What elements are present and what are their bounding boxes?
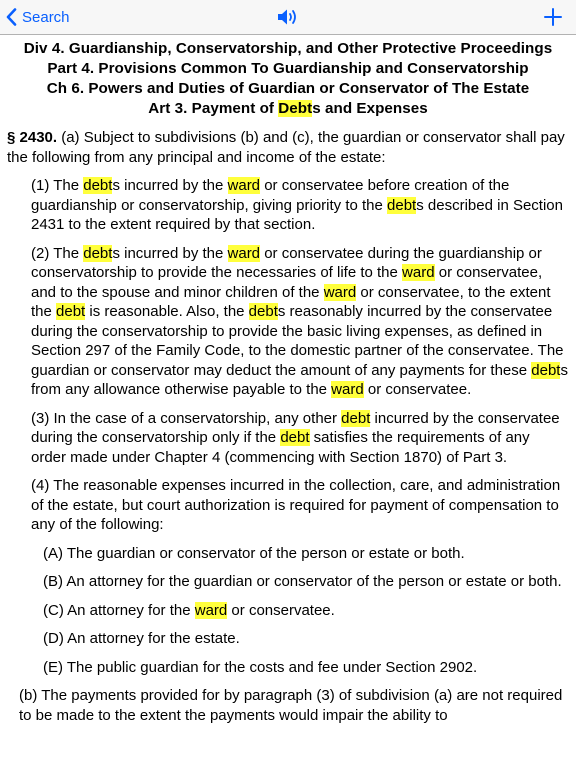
search-highlight: debt [248,303,278,320]
section-number: § 2430. [7,129,58,146]
search-highlight: debt [280,429,310,446]
speaker-icon [276,6,300,28]
add-button[interactable] [542,6,564,28]
search-highlight: ward [194,601,228,619]
chevron-left-icon [6,8,17,26]
plus-icon [542,6,564,28]
subdivision-b: (b) The payments provided for by paragraph (3) of subdivision (a) are not required to be made to the extent the payments would impair the ability to [19,687,563,724]
search-highlight: ward [331,381,364,398]
search-highlight: ward [402,264,435,281]
back-button[interactable] [6,4,70,30]
article-heading: Art 3. Payment of Debts and Expenses [148,100,428,117]
search-highlight: debt [531,361,561,379]
search-highlight: debt [83,244,113,262]
section-intro [7,128,568,167]
paragraph-2: (2) The debts incurred by the ward or conservatee during the guardianship or conservatorship to provide the necessaries of life to the ward or conservatee, and to the spouse and minor children of the ward or conservatee, to the extent the debt is reasonable. Also, the debts reasonably incurred by the conservatee during the conservatorship to provide the basic living expenses, as defined in Section 297 of the Family Code, to the domestic partner of the conservatee. The guardian or conservator may deduct the amount of any payments for these debts from any allowance otherwise payable to the ward or conservatee. [31,244,568,398]
statute-headings [0,35,576,119]
speaker-button[interactable] [276,6,300,28]
back-button-label: Search [22,8,70,26]
search-highlight: Debt [278,100,313,117]
search-highlight: debt [56,303,86,320]
subparagraph-d: (D) An attorney for the estate. [43,630,240,647]
part-heading: Part 4. Provisions Common To Guardianship and Conservatorship [47,60,529,77]
section-intro-text: (a) Subject to subdivisions (b) and (c), the guardian or conservator shall pay the following from any principal and income of the estate: [7,129,565,166]
subparagraph-a: (A) The guardian or conservator of the person or estate or both. [43,544,465,562]
paragraph-4: (4) The reasonable expenses incurred in the collection, care, and administration of the estate, but court authorization is required for payment of compensation to any of the following: [31,477,561,533]
search-highlight: ward [323,283,357,301]
subparagraph-e: (E) The public guardian for the costs and fee under Section 2902. [43,658,478,676]
division-heading: Div 4. Guardianship, Conservatorship, and Other Protective Proceedings [23,40,553,57]
navigation-bar [0,0,576,35]
chapter-heading: Ch 6. Powers and Duties of Guardian or Conservator of The Estate [46,80,530,97]
paragraph-3: (3) In the case of a conservatorship, any other debt incurred by the conservatee during the conservatorship only if the debt satisfies the requirements of any order made under Chapter 4 (commencing with Section 1870) of Part 3. [31,409,560,466]
subparagraph-c: (C) An attorney for the ward or conservatee. [43,601,335,619]
subparagraph-b: (B) An attorney for the guardian or conservator of the person or estate or both. [43,573,562,590]
search-highlight: ward [227,177,261,194]
search-highlight: debt [83,177,113,194]
search-highlight: debt [341,409,371,427]
statute-content [0,35,576,768]
search-highlight: debt [387,196,417,214]
paragraph-1: (1) The debts incurred by the ward or conservatee before creation of the guardianship or conservatorship, giving priority to the debts described in Section 2431 to the extent required by that section. [31,177,563,233]
search-highlight: ward [227,244,261,262]
